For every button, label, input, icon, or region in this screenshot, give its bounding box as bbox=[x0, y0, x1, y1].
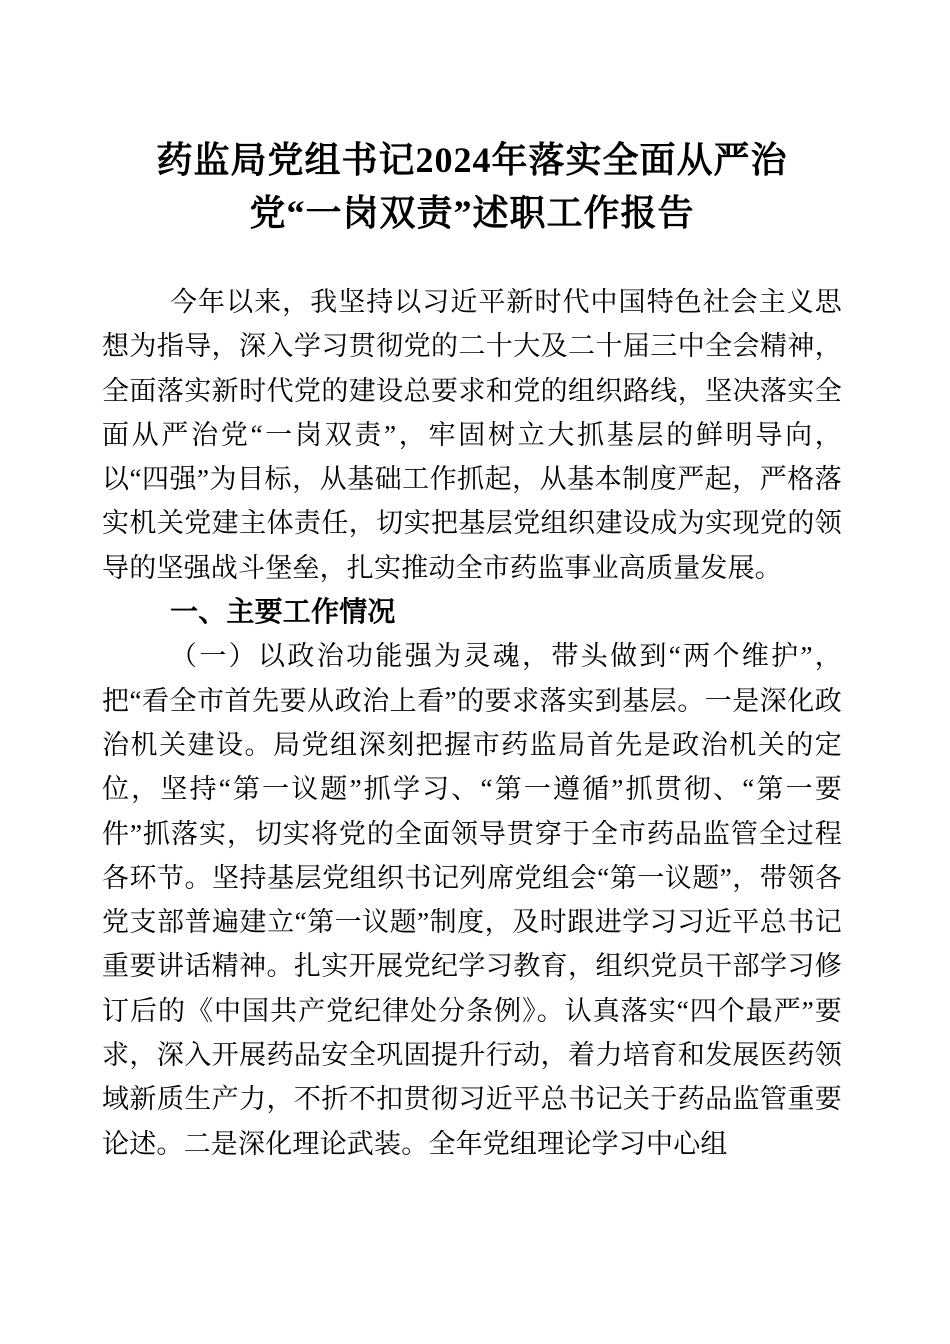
doc-title-line-2: 党“一岗双责”述职工作报告 bbox=[249, 193, 695, 233]
doc-title-line-1: 药监局党组书记2024年落实全面从严治 bbox=[156, 140, 788, 180]
doc-title bbox=[102, 134, 842, 240]
subsection-1-body-text: 一是深化政治机关建设。局党组深刻把握市药监局首先是政治机关的定位，坚持“第一议题”抓学习、“第一遵循”抓贯彻、“第一要件”抓落实，切实将党的全面领导贯穿于全市药品监管全过程各环节。坚持基层党组织书记列席党组会“第一议题”，带领各党支部普遍建立“第一议题”制度，及时跟进学习习近平总书记重要讲话精神。扎实开展党纪学习教育，组织党员干部学习修订后的《中国共产党纪律处分条例》。认真落实“四个最严”要求，深入开展药品安全巩固提升行动，着力培育和发展医药领域新质生产力，不折不扣贯彻习近平总书记关于药品监管重要论述。二是深化理论武装。全年党组理论学习中心组 bbox=[102, 685, 842, 1159]
intro-paragraph: 今年以来，我坚持以习近平新时代中国特色社会主义思想为指导，深入学习贯彻党的二十大及二十届三中全会精神，全面落实新时代党的建设总要求和党的组织路线，坚决落实全面从严治党“一岗双责”，牢固树立大抓基层的鲜明导向，以“四强”为目标，从基础工作抓起，从基本制度严起，严格落实机关党建主体责任，切实把基层党组织建设成为实现党的领导的坚强战斗堡垒，扎实推动全市药监事业高质量发展。 bbox=[102, 287, 842, 583]
subsection-1-paragraph bbox=[102, 634, 842, 1166]
subsection-1-lead-sentence: （一）以政治功能强为灵魂，带头做到“两个维护”，把“看全市首先要从政治上看”的要求落实到基层。 bbox=[102, 641, 842, 716]
section-heading-main-work: 一、主要工作情况 bbox=[170, 596, 396, 628]
